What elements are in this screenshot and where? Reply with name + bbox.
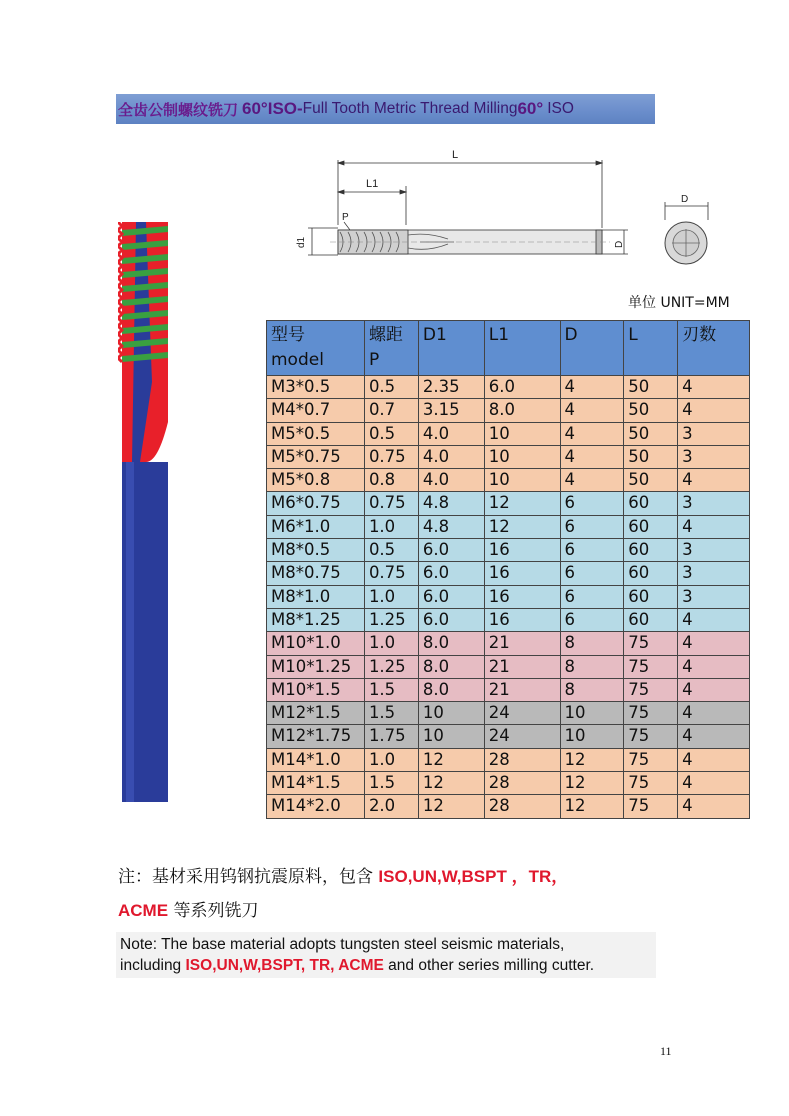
label-L1: L1 (366, 178, 379, 190)
cell-l: 75 (624, 632, 678, 655)
cell-l1: 12 (484, 492, 560, 515)
cell-d1: 4.0 (418, 422, 484, 445)
cell-l1: 21 (484, 678, 560, 701)
table-row (267, 422, 750, 445)
cell-p: 0.75 (364, 445, 418, 468)
note-english (116, 932, 656, 978)
title-iso-prefix: 60°ISO- (242, 99, 303, 118)
unit-label: 单位 UNIT=MM (628, 295, 730, 311)
cell-d1: 3.15 (418, 399, 484, 422)
cell-blades: 4 (678, 469, 750, 492)
cell-l: 50 (624, 399, 678, 422)
cell-d1: 6.0 (418, 539, 484, 562)
cell-l: 75 (624, 748, 678, 771)
note-cn-acme: ACME (118, 901, 169, 920)
title-chinese: 全齿公制螺纹铣刀 (118, 100, 239, 119)
table-row (267, 632, 750, 655)
cell-p: 1.5 (364, 678, 418, 701)
cell-l: 60 (624, 585, 678, 608)
header-l1: L1 (484, 321, 560, 376)
table-row (267, 725, 750, 748)
cell-d: 6 (560, 585, 624, 608)
cell-d1: 12 (418, 772, 484, 795)
cell-l: 50 (624, 445, 678, 468)
cell-d: 6 (560, 539, 624, 562)
dimension-d1 (308, 228, 338, 255)
cell-l1: 24 (484, 725, 560, 748)
cell-d1: 4.0 (418, 445, 484, 468)
cell-blades: 4 (678, 655, 750, 678)
label-D-end: D (681, 194, 689, 205)
cell-blades: 3 (678, 539, 750, 562)
label-L: L (452, 149, 459, 161)
table-header-row (267, 321, 750, 376)
cell-l1: 10 (484, 469, 560, 492)
title-degree: 60° (517, 99, 544, 118)
label-D-side: D (614, 240, 625, 248)
cell-p: 1.25 (364, 608, 418, 631)
cell-blades: 4 (678, 772, 750, 795)
cell-blades: 3 (678, 492, 750, 515)
cell-model: M6*1.0 (267, 515, 365, 538)
cell-model: M4*0.7 (267, 399, 365, 422)
cell-d: 6 (560, 515, 624, 538)
cell-d1: 10 (418, 725, 484, 748)
cell-d1: 12 (418, 795, 484, 818)
cell-model: M12*1.75 (267, 725, 365, 748)
cell-l1: 16 (484, 562, 560, 585)
technical-drawing (280, 140, 720, 280)
cell-d: 4 (560, 422, 624, 445)
spec-table (266, 320, 750, 819)
cell-l: 75 (624, 795, 678, 818)
cell-d1: 8.0 (418, 678, 484, 701)
cell-l: 75 (624, 772, 678, 795)
note-en-line1: Note: The base material adopts tungsten steel seismic materials, (120, 936, 565, 953)
cell-p: 1.75 (364, 725, 418, 748)
cell-blades: 4 (678, 748, 750, 771)
header-model: 型号 model (267, 321, 365, 376)
thread-mill-image (118, 222, 176, 806)
note-cn-standards: ISO,UN,W,BSPT ，TR， (378, 867, 569, 886)
dimension-L (338, 160, 602, 228)
cell-model: M8*1.0 (267, 585, 365, 608)
table-row (267, 562, 750, 585)
cell-model: M8*0.5 (267, 539, 365, 562)
cell-d: 12 (560, 772, 624, 795)
table-row (267, 376, 750, 399)
cell-l1: 6.0 (484, 376, 560, 399)
cell-p: 1.5 (364, 772, 418, 795)
label-P: P (342, 212, 349, 223)
cell-l1: 16 (484, 608, 560, 631)
cell-d: 12 (560, 748, 624, 771)
label-d1: d1 (296, 236, 307, 248)
title-english: Full Tooth Metric Thread Milling (302, 100, 518, 117)
cell-l: 75 (624, 678, 678, 701)
cell-d: 6 (560, 492, 624, 515)
cell-l1: 28 (484, 795, 560, 818)
note-cn-prefix: 注：基材采用钨钢抗震原料，包含 (118, 867, 379, 887)
table-row (267, 748, 750, 771)
cell-model: M3*0.5 (267, 376, 365, 399)
cell-model: M5*0.8 (267, 469, 365, 492)
cell-d1: 10 (418, 702, 484, 725)
cell-l1: 21 (484, 655, 560, 678)
cell-d: 10 (560, 702, 624, 725)
cell-d: 6 (560, 608, 624, 631)
note-en-line2-prefix: including (120, 957, 186, 974)
cell-d: 4 (560, 469, 624, 492)
cell-d: 8 (560, 632, 624, 655)
cell-model: M10*1.0 (267, 632, 365, 655)
cell-model: M5*0.5 (267, 422, 365, 445)
cell-l1: 12 (484, 515, 560, 538)
cell-l1: 16 (484, 585, 560, 608)
cell-model: M12*1.5 (267, 702, 365, 725)
cell-l: 60 (624, 492, 678, 515)
cell-blades: 4 (678, 632, 750, 655)
cell-l: 60 (624, 562, 678, 585)
table-row (267, 655, 750, 678)
cell-p: 2.0 (364, 795, 418, 818)
note-en-standards: ISO,UN,W,BSPT, TR, ACME (185, 957, 384, 974)
cell-p: 0.75 (364, 562, 418, 585)
cell-d: 6 (560, 562, 624, 585)
cell-d1: 8.0 (418, 655, 484, 678)
cell-p: 0.75 (364, 492, 418, 515)
cell-l: 50 (624, 376, 678, 399)
cell-blades: 4 (678, 702, 750, 725)
cell-blades: 4 (678, 608, 750, 631)
cell-l: 60 (624, 539, 678, 562)
cell-l: 50 (624, 422, 678, 445)
cell-blades: 4 (678, 515, 750, 538)
cell-d1: 4.8 (418, 492, 484, 515)
cell-model: M14*2.0 (267, 795, 365, 818)
title-iso-suffix: ISO (547, 100, 574, 117)
cell-blades: 4 (678, 376, 750, 399)
cell-model: M8*1.25 (267, 608, 365, 631)
cell-d1: 6.0 (418, 585, 484, 608)
header-pitch: 螺距 P (364, 321, 418, 376)
end-view-circle (665, 202, 708, 264)
cell-model: M10*1.25 (267, 655, 365, 678)
cell-d: 4 (560, 445, 624, 468)
header-blades: 刃数 (678, 321, 750, 376)
title-bar (116, 94, 655, 124)
cell-l: 75 (624, 725, 678, 748)
tool-outline (330, 230, 610, 254)
header-d: D (560, 321, 624, 376)
cell-model: M6*0.75 (267, 492, 365, 515)
cell-d: 4 (560, 399, 624, 422)
table-row (267, 445, 750, 468)
table-row (267, 399, 750, 422)
cell-d1: 4.0 (418, 469, 484, 492)
cell-l: 60 (624, 608, 678, 631)
table-row (267, 678, 750, 701)
cell-p: 0.8 (364, 469, 418, 492)
cell-l: 60 (624, 515, 678, 538)
table-row (267, 772, 750, 795)
page-number: 11 (660, 1044, 672, 1058)
table-row (267, 585, 750, 608)
cell-l1: 10 (484, 445, 560, 468)
cell-d: 12 (560, 795, 624, 818)
cell-p: 0.5 (364, 539, 418, 562)
cell-blades: 4 (678, 399, 750, 422)
cell-d: 4 (560, 376, 624, 399)
cell-l1: 16 (484, 539, 560, 562)
table-body (267, 376, 750, 819)
note-chinese (118, 860, 678, 928)
cell-blades: 3 (678, 422, 750, 445)
cell-l1: 21 (484, 632, 560, 655)
table-row (267, 469, 750, 492)
cell-p: 1.0 (364, 585, 418, 608)
cell-p: 1.25 (364, 655, 418, 678)
cell-model: M8*0.75 (267, 562, 365, 585)
cell-d1: 6.0 (418, 608, 484, 631)
cell-d: 8 (560, 655, 624, 678)
cell-p: 0.5 (364, 376, 418, 399)
note-cn-suffix: 等系列铣刀 (168, 901, 259, 921)
cell-model: M14*1.5 (267, 772, 365, 795)
table-row (267, 515, 750, 538)
cell-l: 75 (624, 702, 678, 725)
cell-blades: 3 (678, 585, 750, 608)
cell-d1: 12 (418, 748, 484, 771)
cell-p: 0.5 (364, 422, 418, 445)
cell-p: 0.7 (364, 399, 418, 422)
cell-model: M5*0.75 (267, 445, 365, 468)
note-en-line2-suffix: and other series milling cutter. (383, 957, 595, 974)
cell-d1: 4.8 (418, 515, 484, 538)
table-row (267, 795, 750, 818)
cell-p: 1.5 (364, 702, 418, 725)
header-l: L (624, 321, 678, 376)
cell-blades: 3 (678, 562, 750, 585)
header-d1: D1 (418, 321, 484, 376)
cell-l1: 10 (484, 422, 560, 445)
cell-l1: 28 (484, 772, 560, 795)
cell-blades: 4 (678, 795, 750, 818)
cell-blades: 4 (678, 678, 750, 701)
cell-d1: 8.0 (418, 632, 484, 655)
cell-p: 1.0 (364, 515, 418, 538)
table-row (267, 492, 750, 515)
table-row (267, 702, 750, 725)
cell-d1: 6.0 (418, 562, 484, 585)
cell-l: 50 (624, 469, 678, 492)
cell-p: 1.0 (364, 748, 418, 771)
table-row (267, 539, 750, 562)
cell-d1: 2.35 (418, 376, 484, 399)
cell-p: 1.0 (364, 632, 418, 655)
cell-d: 8 (560, 678, 624, 701)
cell-model: M14*1.0 (267, 748, 365, 771)
cell-blades: 3 (678, 445, 750, 468)
cell-l1: 8.0 (484, 399, 560, 422)
cell-l: 75 (624, 655, 678, 678)
cell-l1: 24 (484, 702, 560, 725)
cell-d: 10 (560, 725, 624, 748)
cell-model: M10*1.5 (267, 678, 365, 701)
table-row (267, 608, 750, 631)
cell-l1: 28 (484, 748, 560, 771)
cell-blades: 4 (678, 725, 750, 748)
